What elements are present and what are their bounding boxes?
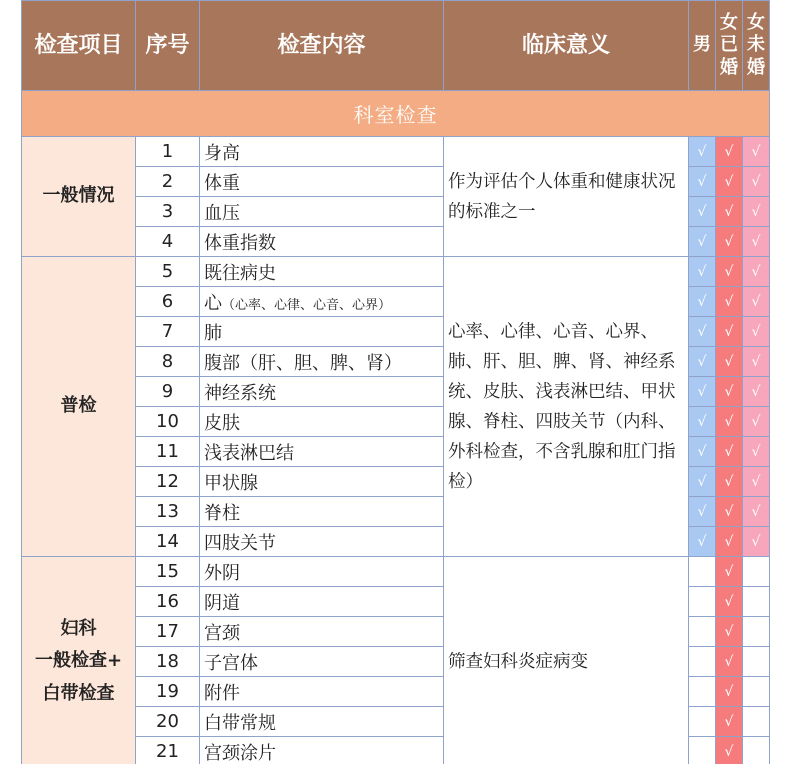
content-cell (200, 437, 444, 467)
content-cell (200, 257, 444, 287)
content-cell (200, 497, 444, 527)
meaning-cell: 作为评估个人体重和健康状况的标准之一 (444, 137, 689, 257)
check-female-married: √ (716, 527, 743, 557)
category-label: 一般检查+ (34, 650, 123, 672)
content-name: 心 (204, 292, 222, 314)
seq-cell: 6 (136, 287, 200, 317)
content-name: 皮肤 (204, 412, 240, 434)
check-female-unmarried: √ (743, 437, 770, 467)
content-cell (200, 227, 444, 257)
category-cell (22, 257, 136, 557)
check-female-married: √ (716, 137, 743, 167)
category-cell (22, 557, 136, 764)
seq-cell: 7 (136, 317, 200, 347)
check-female-unmarried: √ (743, 257, 770, 287)
check-female-married: √ (716, 407, 743, 437)
content-cell (200, 707, 444, 737)
header-content: 检查内容 (200, 1, 444, 91)
check-female-unmarried (743, 707, 770, 737)
content-name: 脊柱 (204, 502, 240, 524)
content-note: （心率、心律、心音、心界） (222, 297, 392, 313)
check-male: √ (689, 437, 716, 467)
content-name: 附件 (204, 682, 240, 704)
check-male: √ (689, 467, 716, 497)
check-female-married: √ (716, 287, 743, 317)
check-female-unmarried: √ (743, 497, 770, 527)
content-name: 体重指数 (204, 232, 276, 254)
content-cell (200, 317, 444, 347)
check-female-unmarried (743, 587, 770, 617)
meaning-cell: 筛查妇科炎症病变 (444, 557, 689, 764)
seq-cell: 3 (136, 197, 200, 227)
check-female-married: √ (716, 437, 743, 467)
content-name: 体重 (204, 172, 240, 194)
content-name: 既往病史 (204, 262, 276, 284)
content-cell (200, 407, 444, 437)
check-male: √ (689, 497, 716, 527)
seq-cell: 4 (136, 227, 200, 257)
table-body (22, 137, 770, 764)
check-female-married: √ (716, 347, 743, 377)
content-name: 阴道 (204, 592, 240, 614)
check-male (689, 587, 716, 617)
content-name: 宫颈涂片 (204, 742, 276, 764)
check-male (689, 737, 716, 764)
check-female-unmarried: √ (743, 407, 770, 437)
seq-cell: 14 (136, 527, 200, 557)
check-male: √ (689, 527, 716, 557)
check-male (689, 557, 716, 587)
check-female-unmarried (743, 617, 770, 647)
check-male (689, 617, 716, 647)
check-male: √ (689, 347, 716, 377)
table-row (22, 557, 770, 587)
check-female-married: √ (716, 647, 743, 677)
check-male: √ (689, 257, 716, 287)
check-female-married: √ (716, 467, 743, 497)
header-female-unmarried: 女未婚 (743, 1, 770, 91)
seq-cell: 16 (136, 587, 200, 617)
content-cell (200, 467, 444, 497)
seq-cell: 5 (136, 257, 200, 287)
content-name: 子宫体 (204, 652, 258, 674)
content-name: 腹部（肝、胆、脾、肾） (204, 352, 402, 374)
check-male (689, 647, 716, 677)
check-male: √ (689, 377, 716, 407)
content-name: 肺 (204, 322, 222, 344)
check-female-unmarried: √ (743, 167, 770, 197)
seq-cell: 21 (136, 737, 200, 764)
content-cell (200, 137, 444, 167)
check-female-married: √ (716, 497, 743, 527)
check-male: √ (689, 227, 716, 257)
content-cell (200, 197, 444, 227)
header-male: 男 (689, 1, 716, 91)
check-female-unmarried: √ (743, 347, 770, 377)
table-row (22, 257, 770, 287)
check-female-unmarried: √ (743, 287, 770, 317)
content-name: 白带常规 (204, 712, 276, 734)
category-label: 妇科 (60, 617, 97, 639)
content-cell (200, 527, 444, 557)
seq-cell: 11 (136, 437, 200, 467)
check-female-unmarried: √ (743, 197, 770, 227)
check-female-unmarried (743, 557, 770, 587)
check-female-unmarried: √ (743, 137, 770, 167)
seq-cell: 13 (136, 497, 200, 527)
check-female-married: √ (716, 197, 743, 227)
check-female-unmarried: √ (743, 527, 770, 557)
check-female-unmarried: √ (743, 227, 770, 257)
check-female-married: √ (716, 317, 743, 347)
check-female-unmarried (743, 647, 770, 677)
content-cell (200, 677, 444, 707)
content-name: 宫颈 (204, 622, 240, 644)
header-row (22, 1, 770, 91)
check-female-unmarried (743, 737, 770, 764)
check-male: √ (689, 137, 716, 167)
meaning-cell: 心率、心律、心音、心界、肺、肝、胆、脾、肾、神经系统、皮肤、浅表淋巴结、甲状腺、脊柱、四肢关节（内科、外科检查，不含乳腺和肛门指检） (444, 257, 689, 557)
check-female-married: √ (716, 257, 743, 287)
header-female-married: 女已婚 (716, 1, 743, 91)
seq-cell: 2 (136, 167, 200, 197)
check-female-married: √ (716, 617, 743, 647)
seq-cell: 18 (136, 647, 200, 677)
check-female-married: √ (716, 377, 743, 407)
seq-cell: 9 (136, 377, 200, 407)
check-male (689, 677, 716, 707)
check-male: √ (689, 317, 716, 347)
section-title: 科室检查 (22, 91, 770, 137)
seq-cell: 20 (136, 707, 200, 737)
content-cell (200, 587, 444, 617)
check-male: √ (689, 407, 716, 437)
seq-cell: 15 (136, 557, 200, 587)
exam-table (21, 0, 770, 764)
category-cell (22, 137, 136, 257)
content-cell (200, 167, 444, 197)
check-female-unmarried: √ (743, 317, 770, 347)
section-row (22, 91, 770, 137)
header-seq: 序号 (136, 1, 200, 91)
content-cell (200, 737, 444, 764)
check-female-married: √ (716, 557, 743, 587)
content-name: 浅表淋巴结 (204, 442, 294, 464)
check-female-unmarried (743, 677, 770, 707)
check-female-married: √ (716, 737, 743, 764)
content-cell (200, 377, 444, 407)
content-cell (200, 557, 444, 587)
check-female-unmarried: √ (743, 377, 770, 407)
content-name: 身高 (204, 142, 240, 164)
check-male: √ (689, 197, 716, 227)
check-female-married: √ (716, 677, 743, 707)
content-name: 血压 (204, 202, 240, 224)
category-label: 白带检查 (42, 682, 115, 704)
seq-cell: 10 (136, 407, 200, 437)
header-meaning: 临床意义 (444, 1, 689, 91)
content-cell (200, 287, 444, 317)
content-cell (200, 617, 444, 647)
check-male: √ (689, 287, 716, 317)
check-male: √ (689, 167, 716, 197)
content-name: 四肢关节 (204, 532, 276, 554)
category-label: 一般情况 (42, 185, 115, 207)
check-female-unmarried: √ (743, 467, 770, 497)
table-row (22, 137, 770, 167)
content-name: 外阴 (204, 562, 240, 584)
check-male (689, 707, 716, 737)
check-female-married: √ (716, 587, 743, 617)
seq-cell: 17 (136, 617, 200, 647)
check-female-married: √ (716, 227, 743, 257)
check-female-married: √ (716, 707, 743, 737)
seq-cell: 19 (136, 677, 200, 707)
content-cell (200, 347, 444, 377)
seq-cell: 12 (136, 467, 200, 497)
content-cell (200, 647, 444, 677)
seq-cell: 1 (136, 137, 200, 167)
header-category: 检查项目 (22, 1, 136, 91)
seq-cell: 8 (136, 347, 200, 377)
content-name: 神经系统 (204, 382, 276, 404)
category-label: 普检 (60, 395, 97, 417)
check-female-married: √ (716, 167, 743, 197)
content-name: 甲状腺 (204, 472, 258, 494)
